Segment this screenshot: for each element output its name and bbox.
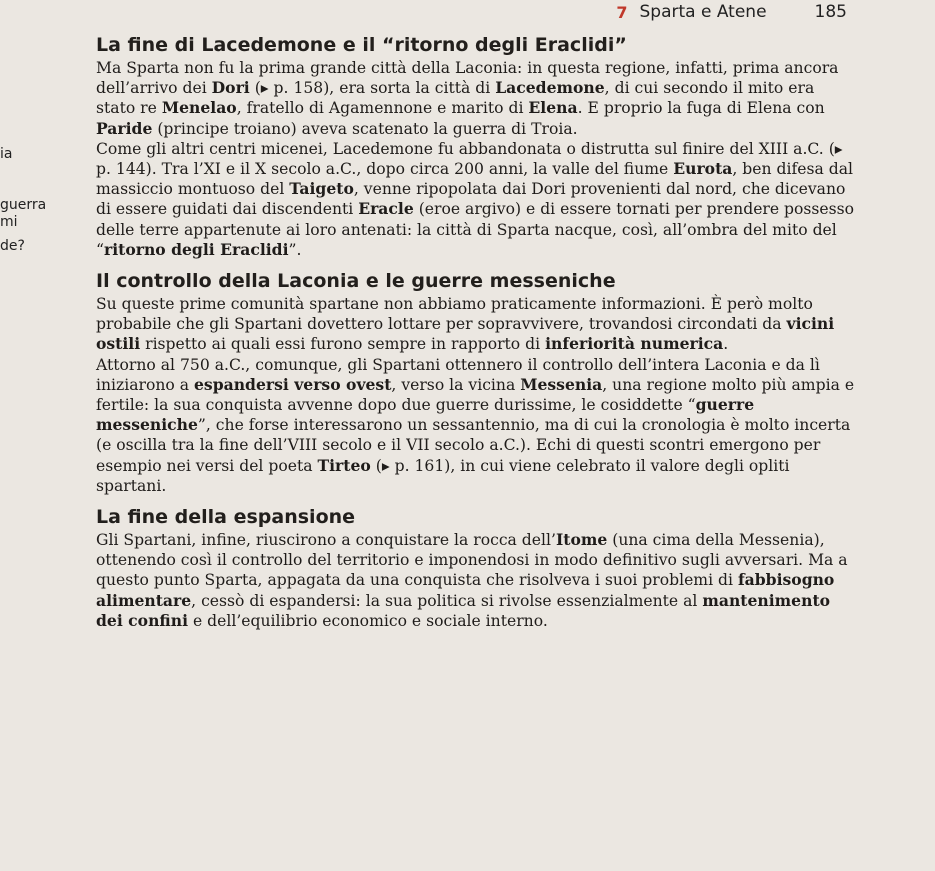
section-title: Il controllo della Laconia e le guerre messeniche — [96, 270, 616, 293]
margin-note: guerra — [0, 197, 47, 213]
bold-term: ritorno degli Eraclidi — [103, 239, 289, 259]
text-run: (▸ p. 161), in cui viene celebrato il valore degli opliti spartani. — [96, 456, 790, 495]
bold-term: Eurota — [673, 159, 733, 179]
page-content — [96, 34, 856, 641]
margin-note: ia — [0, 146, 13, 162]
section-title: La fine di Lacedemone e il “ritorno degli Eraclidi” — [96, 34, 627, 56]
bold-term: Tirteo — [317, 455, 371, 475]
text-run: Gli Spartani, infine, riuscirono a conquistare la rocca dell’ — [96, 531, 556, 550]
text-run: , fratello di Agamennone e marito di — [236, 99, 529, 118]
text-run: , ben difesa dal massiccio montuoso del — [96, 160, 854, 199]
text-run: , di cui secondo il mito era stato re — [96, 79, 815, 118]
margin-note: mi — [0, 214, 18, 230]
text-run: , verso la vicina — [391, 375, 521, 394]
bold-term: inferiorità numerica — [545, 334, 724, 354]
section-title: La fine della espansione — [96, 506, 356, 529]
paragraph — [96, 294, 856, 355]
bold-term: Itome — [555, 530, 608, 550]
bold-term: Lacedemone — [495, 78, 605, 98]
text-run: ”, che forse interessarono un sessantennio, ma di cui la cronologia è molto incerta (e oscilla tra la fine dell’VIII secolo e il VII secolo a.C.). Echi di questi scontri emergono per esempio nei versi del poeta — [96, 416, 851, 475]
bold-term: Dori — [211, 78, 250, 98]
section-laconia — [96, 270, 856, 496]
text-run: Su queste prime comunità spartane non abbiamo praticamente informazioni. È però molto probabile che gli Spartani dovettero lottare per sopravvivere, trovandosi circondati da — [96, 295, 813, 334]
bold-term: Paride — [96, 118, 153, 138]
text-run: , cessò di espandersi: la sua politica si rivolse essenzialmente al — [191, 591, 703, 610]
text-run: , venne ripopolata dai Dori provenienti dal nord, che dicevano di essere guidati dai discendenti — [96, 180, 846, 219]
bold-term: espandersi verso ovest — [194, 374, 392, 394]
bold-term: mantenimento dei confini — [96, 590, 831, 630]
page-header — [616, 2, 847, 22]
text-run: Ma Sparta non fu la prima grande città della Laconia: in questa regione, infatti, prima ancora dell’arrivo dei — [96, 59, 839, 98]
section-espansione — [96, 506, 856, 631]
text-run: , una regione molto più ampia e fertile: la sua conquista avvenne dopo due guerre durissime, le cosiddette “ — [96, 375, 855, 415]
chapter-number: 7 — [616, 2, 628, 22]
bold-term: Taigeto — [289, 179, 354, 199]
paragraph — [96, 530, 856, 631]
chapter-title: Sparta e Atene — [639, 2, 767, 22]
text-run: . E proprio la fuga di Elena con — [577, 99, 825, 118]
text-run: e dell’equilibrio economico e sociale interno. — [188, 611, 548, 630]
text-run: Come gli altri centri micenei, Lacedemone fu abbandonata o distrutta sul finire del XIII a.C. (▸ p. 144). Tra l’XI e il X secolo a.C., dopo circa 200 anni, la valle del fiume — [96, 139, 843, 179]
paragraph — [96, 355, 856, 496]
paragraph — [96, 139, 856, 260]
text-run: rispetto ai quali essi furono sempre in rapporto di — [140, 335, 546, 354]
text-run: Attorno al 750 a.C., comunque, gli Spartani ottennero il controllo dell’intera Laconia e da lì iniziarono a — [96, 355, 820, 394]
bold-term: Eracle — [358, 199, 414, 219]
text-run: (principe troiano) aveva scatenato la guerra di Troia. — [152, 119, 578, 138]
page-number: 185 — [814, 2, 847, 22]
bold-term: Messenia — [520, 374, 603, 394]
text-run: (▸ p. 158), era sorta la città di — [249, 79, 496, 98]
bold-term: Menelao — [161, 98, 237, 118]
bold-term: guerre messeniche — [96, 395, 755, 435]
text-run: ”. — [288, 240, 302, 259]
bold-term: Elena — [528, 98, 578, 118]
section-lacedemone — [96, 34, 856, 260]
text-run: (una cima della Messenia), ottenendo così il controllo del territorio e imponendosi in modo definitivo sugli avversari. Ma a questo punto Sparta, appagata da una conquista che risolveva i suoi problemi di — [96, 531, 848, 590]
text-run: (eroe argivo) e di essere tornati per prendere possesso delle terre appartenute ai loro antenati: la città di Sparta nacque, così, all’ombra del mito del “ — [96, 200, 855, 259]
text-run: . — [723, 335, 729, 354]
bold-term: vicini ostili — [96, 314, 835, 354]
paragraph — [96, 58, 856, 139]
bold-term: fabbisogno alimentare — [96, 570, 835, 610]
margin-note: de? — [0, 238, 25, 254]
